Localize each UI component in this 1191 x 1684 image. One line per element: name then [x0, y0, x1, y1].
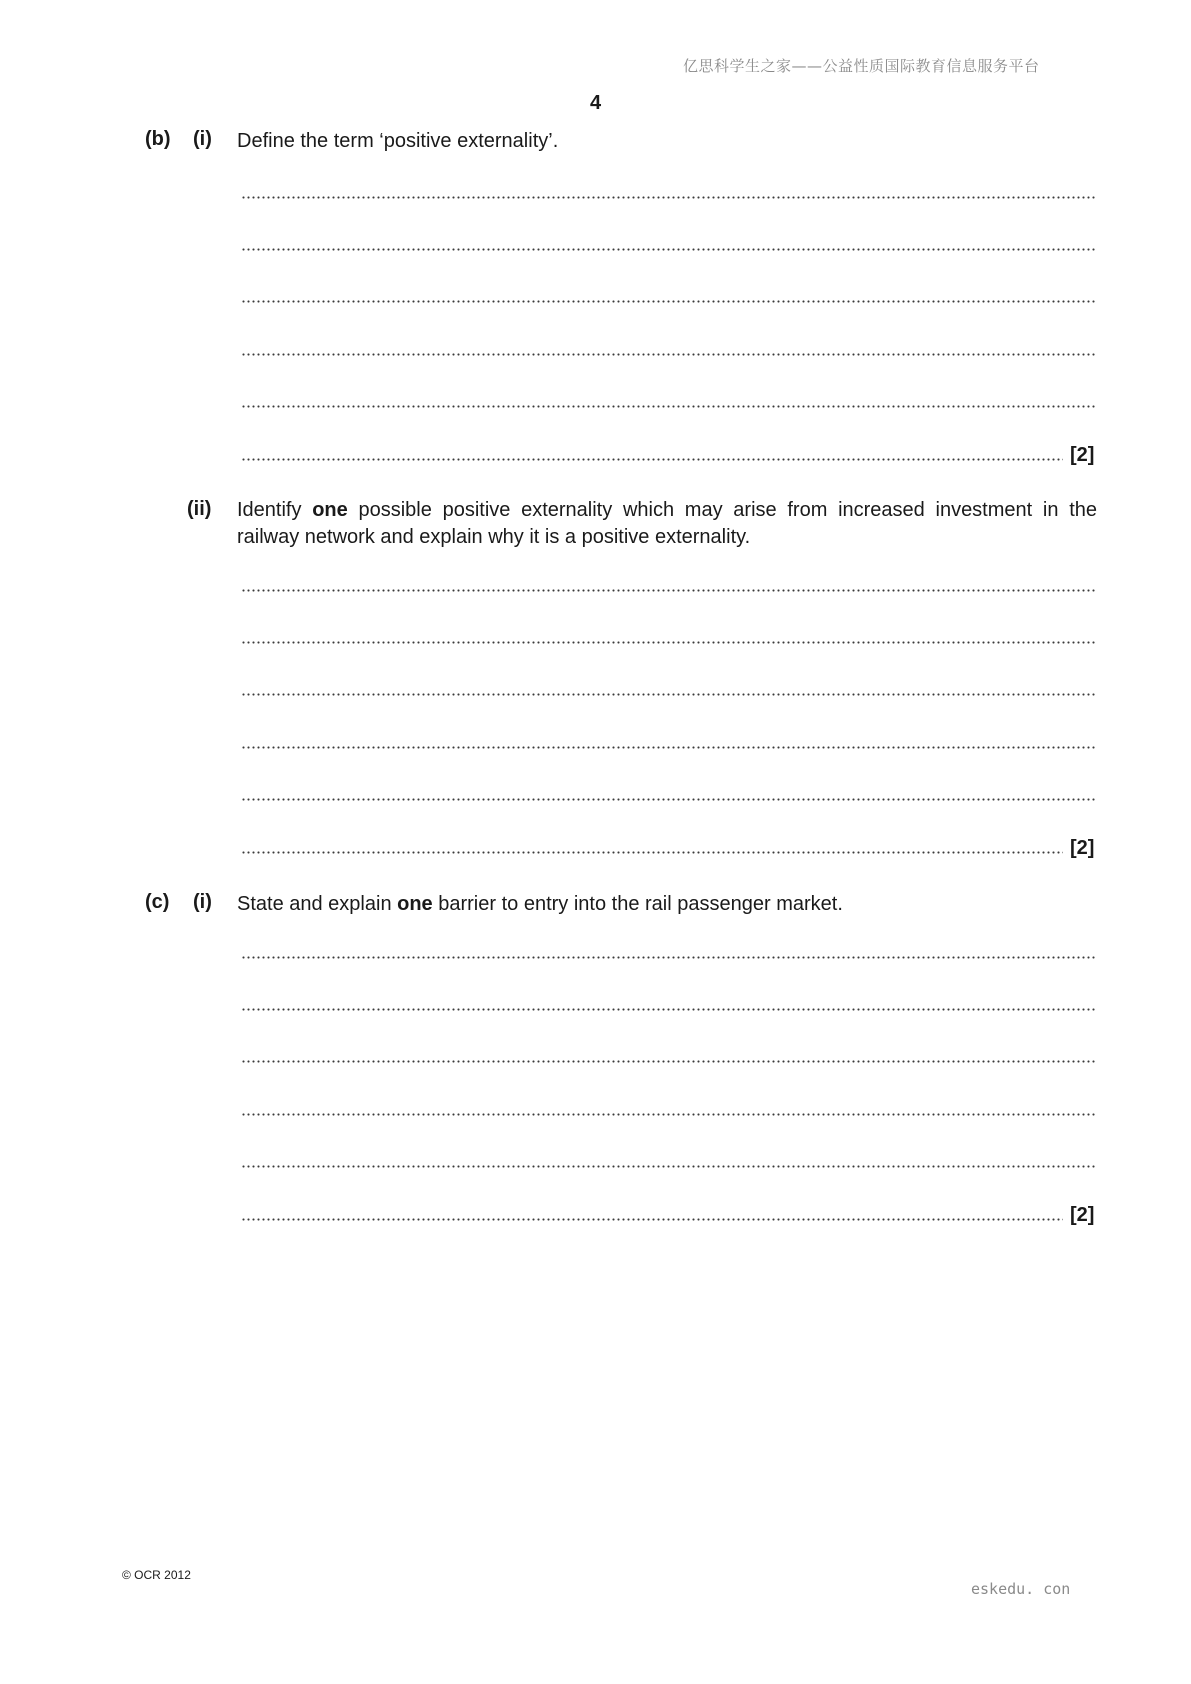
- footer-copyright: © OCR 2012: [122, 1568, 191, 1582]
- answer-line[interactable]: [241, 589, 1096, 592]
- question-text-segment: Identify: [237, 499, 313, 521]
- question-text: [237, 891, 1097, 918]
- header-watermark: 亿思科学生之家——公益性质国际教育信息服务平台: [683, 57, 1040, 75]
- answer-line[interactable]: [241, 1008, 1096, 1011]
- question-text-emphasis: one: [312, 499, 348, 521]
- answer-line[interactable]: [241, 248, 1096, 251]
- answer-line[interactable]: [241, 798, 1096, 801]
- answer-line[interactable]: [241, 1113, 1096, 1116]
- answer-line[interactable]: [241, 353, 1096, 356]
- answer-line[interactable]: [241, 405, 1096, 408]
- answer-line[interactable]: [241, 1218, 1063, 1221]
- answer-line[interactable]: [241, 851, 1063, 854]
- answer-line[interactable]: [241, 693, 1096, 696]
- question-text: [237, 497, 1097, 551]
- question-sub-label: (i): [193, 891, 212, 913]
- question-part-label: (c): [145, 891, 170, 913]
- answer-line[interactable]: [241, 746, 1096, 749]
- question-text-segment: Define the term ‘positive externality’.: [237, 130, 559, 152]
- question-text-emphasis: one: [397, 893, 433, 915]
- answer-line[interactable]: [241, 956, 1096, 959]
- question-text-segment: State and explain: [237, 893, 398, 915]
- marks-label: [2]: [1070, 837, 1095, 859]
- question-text-segment: barrier to entry into the rail passenger market.: [432, 893, 843, 915]
- answer-line[interactable]: [241, 1060, 1096, 1063]
- question-text-segment: possible positive externality which may arise from increased investment in the railway network and explain why it is a positive externality.: [237, 499, 1097, 548]
- footer-watermark: eskedu. con: [971, 1580, 1071, 1598]
- question-text: [237, 128, 1097, 155]
- answer-line[interactable]: [241, 458, 1063, 461]
- marks-label: [2]: [1070, 444, 1095, 466]
- answer-line[interactable]: [241, 300, 1096, 303]
- page-number: 4: [590, 92, 602, 114]
- marks-label: [2]: [1070, 1204, 1095, 1226]
- answer-line[interactable]: [241, 641, 1096, 644]
- answer-line[interactable]: [241, 1165, 1096, 1168]
- question-part-label: (b): [145, 128, 171, 150]
- question-sub-label: (ii): [187, 498, 212, 520]
- answer-line[interactable]: [241, 196, 1096, 199]
- question-sub-label: (i): [193, 128, 212, 150]
